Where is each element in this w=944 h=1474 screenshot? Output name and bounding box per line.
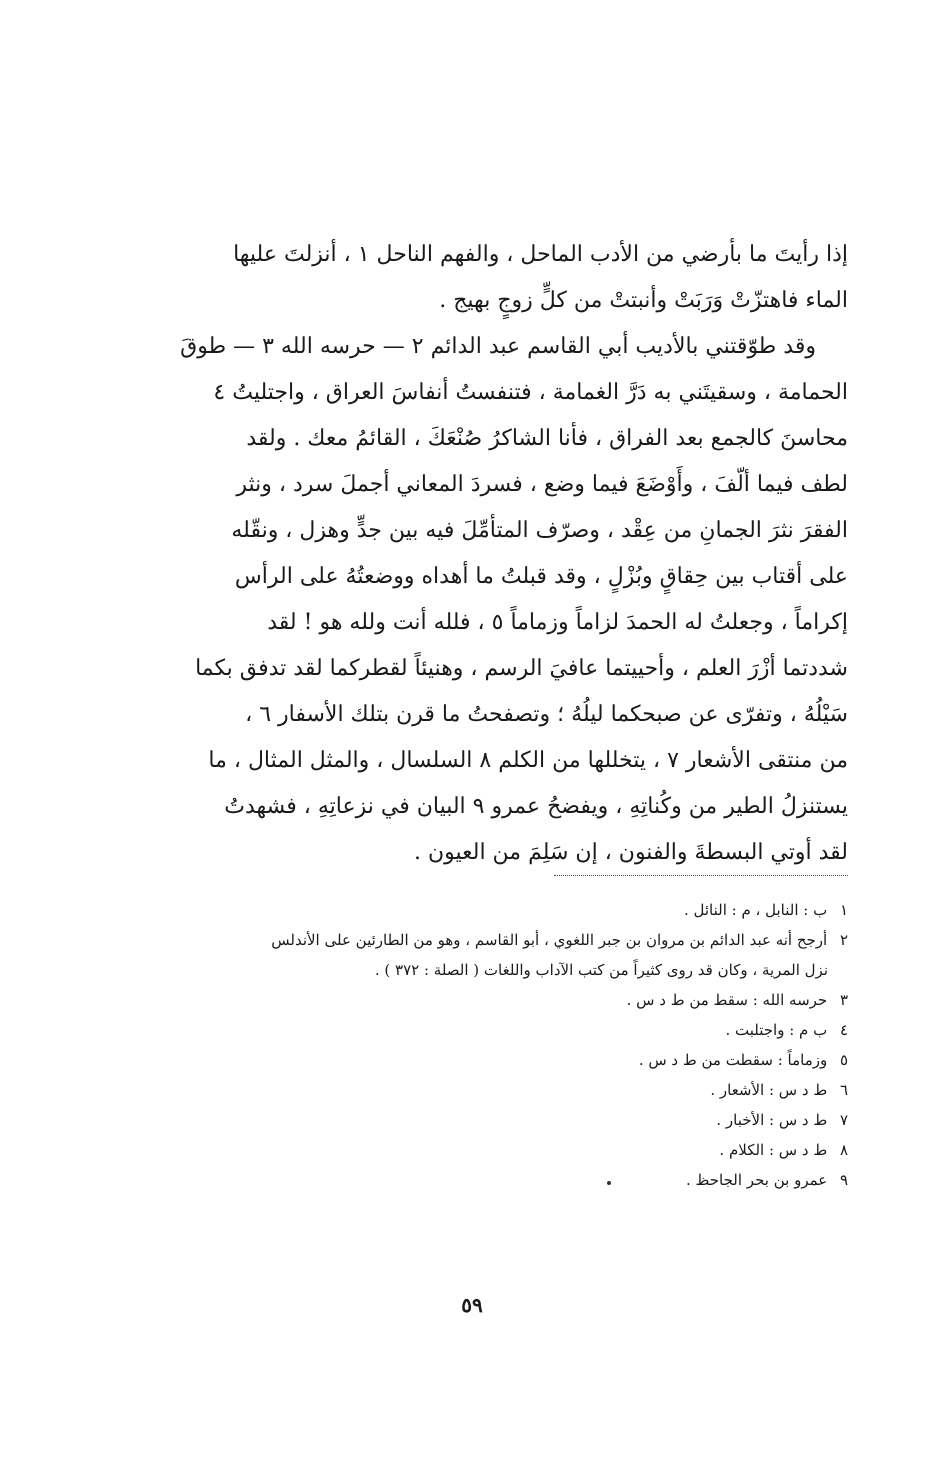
footnote-text: عمرو بن بحر الجاحظ . [686, 1171, 828, 1189]
footnote-number: ٤ [839, 1021, 848, 1039]
footnote-item [128, 1075, 848, 1105]
footnote-number: ٧ [839, 1111, 848, 1129]
footnote-text: وزماماً : سقطت من ط د س . [638, 1051, 828, 1069]
footnote-number: ٩ [839, 1171, 848, 1189]
text-line: إكراماً ، وجعلتُ له الحمدَ لزاماً وزماماً ٥ ، فلله أنت ولله هو ! لقد [267, 610, 848, 635]
text-line: من منتقى الأشعار ٧ ، يتخللها من الكلم ٨ السلسال ، والمثل المثال ، ما [208, 748, 848, 773]
footnote-item [128, 895, 848, 925]
footnote-item [128, 1045, 848, 1075]
footnote-text: حرسه الله : سقط من ط د س . [626, 991, 828, 1009]
page-number: ٥٩ [461, 1293, 483, 1317]
footnote-text: ط د س : الأشعار . [710, 1081, 828, 1099]
text-line: إذا رأيتَ ما بأرضي من الأدب الماحل ، والفهم الناحل ١ ، أنزلتَ عليها [233, 242, 848, 267]
footnote-item [128, 1165, 848, 1195]
footnote-number: ٨ [839, 1141, 848, 1159]
footnote-number: ١ [839, 901, 848, 919]
footnote-text: ب : النابل ، م : النائل . [683, 901, 828, 919]
text-line: سَيْلُهُ ، وتفرّى عن صبحكما ليلُهُ ؛ وتصفحتُ ما قرن بتلك الأسفار ٦ ، [245, 702, 848, 727]
text-line: لقد أوتي البسطةَ والفنون ، إن سَلِمَ من العيون . [413, 840, 848, 865]
footnote-item [128, 925, 848, 955]
text-line: على أقتاب بين حِقاقٍ وبُزْلٍ ، وقد قبلتُ ما أهداه ووضعتُهُ على الرأس [234, 564, 848, 589]
main-text [138, 232, 848, 876]
footnote-separator [554, 875, 848, 876]
text-line: الحمامة ، وسقيتَني به دَرَّ الغمامة ، فتنفستُ أنفاسَ العراق ، واجتليتُ ٤ [213, 380, 848, 405]
text-line: الماء فاهتزّتْ وَرَبَتْ وأنبتتْ من كلٍّ زوجٍ بهيج . [439, 288, 848, 313]
footnote-text: ط د س : الأخبار . [716, 1111, 828, 1129]
footnote-text: ط د س : الكلام . [719, 1141, 828, 1159]
footnote-item [128, 1135, 848, 1165]
text-line: الفقرَ نثرَ الجمانِ من عِقْد ، وصرّف المتأمِّلَ فيه بين جدٍّ وهزل ، ونقّله [231, 518, 848, 543]
footnote-number: ٥ [839, 1051, 848, 1069]
footnotes [128, 895, 848, 1195]
footnote-text: ب م : واجتلبت . [725, 1021, 828, 1039]
ink-speck [607, 1181, 611, 1185]
footnote-item [128, 1105, 848, 1135]
footnote-number: ٢ [839, 931, 848, 949]
footnote-number: ٦ [839, 1081, 848, 1099]
footnote-text: أرجح أنه عبد الدائم بن مروان بن جبر اللغوي ، أبو القاسم ، وهو من الطارئين على الأندلس [271, 931, 828, 949]
footnote-item [128, 985, 848, 1015]
footnote-number: ٣ [839, 991, 848, 1009]
footnote-continuation [128, 955, 848, 985]
text-line: شددتما أزْرَ العلم ، وأحييتما عافيَ الرسم ، وهنيئاً لقطركما لقد تدفق بكما [195, 656, 848, 681]
text-line: محاسنَ كالجمع بعد الفراق ، فأنا الشاكرُ صُنْعَكَ ، القائمُ معك . ولقد [246, 426, 848, 451]
text-line: يستنزلُ الطير من وكُناتِهِ ، ويفضحُ عمرو ٩ البيان في نزعاتِهِ ، فشهدتُ [224, 794, 848, 819]
footnote-text: نزل المرية ، وكان قد روى كثيراً من كتب الآداب واللغات ( الصلة : ٣٧٢ ) . [374, 961, 828, 979]
footnote-item [128, 1015, 848, 1045]
paragraph-start-line: وقد طوّقتني بالأديب أبي القاسم عبد الدائم ٢ — حرسه الله ٣ — طوقَ [180, 334, 816, 359]
text-line: لطف فيما ألّفَ ، وأَوْضَعَ فيما وضع ، فسردَ المعاني أجملَ سرد ، ونثر [236, 472, 848, 497]
